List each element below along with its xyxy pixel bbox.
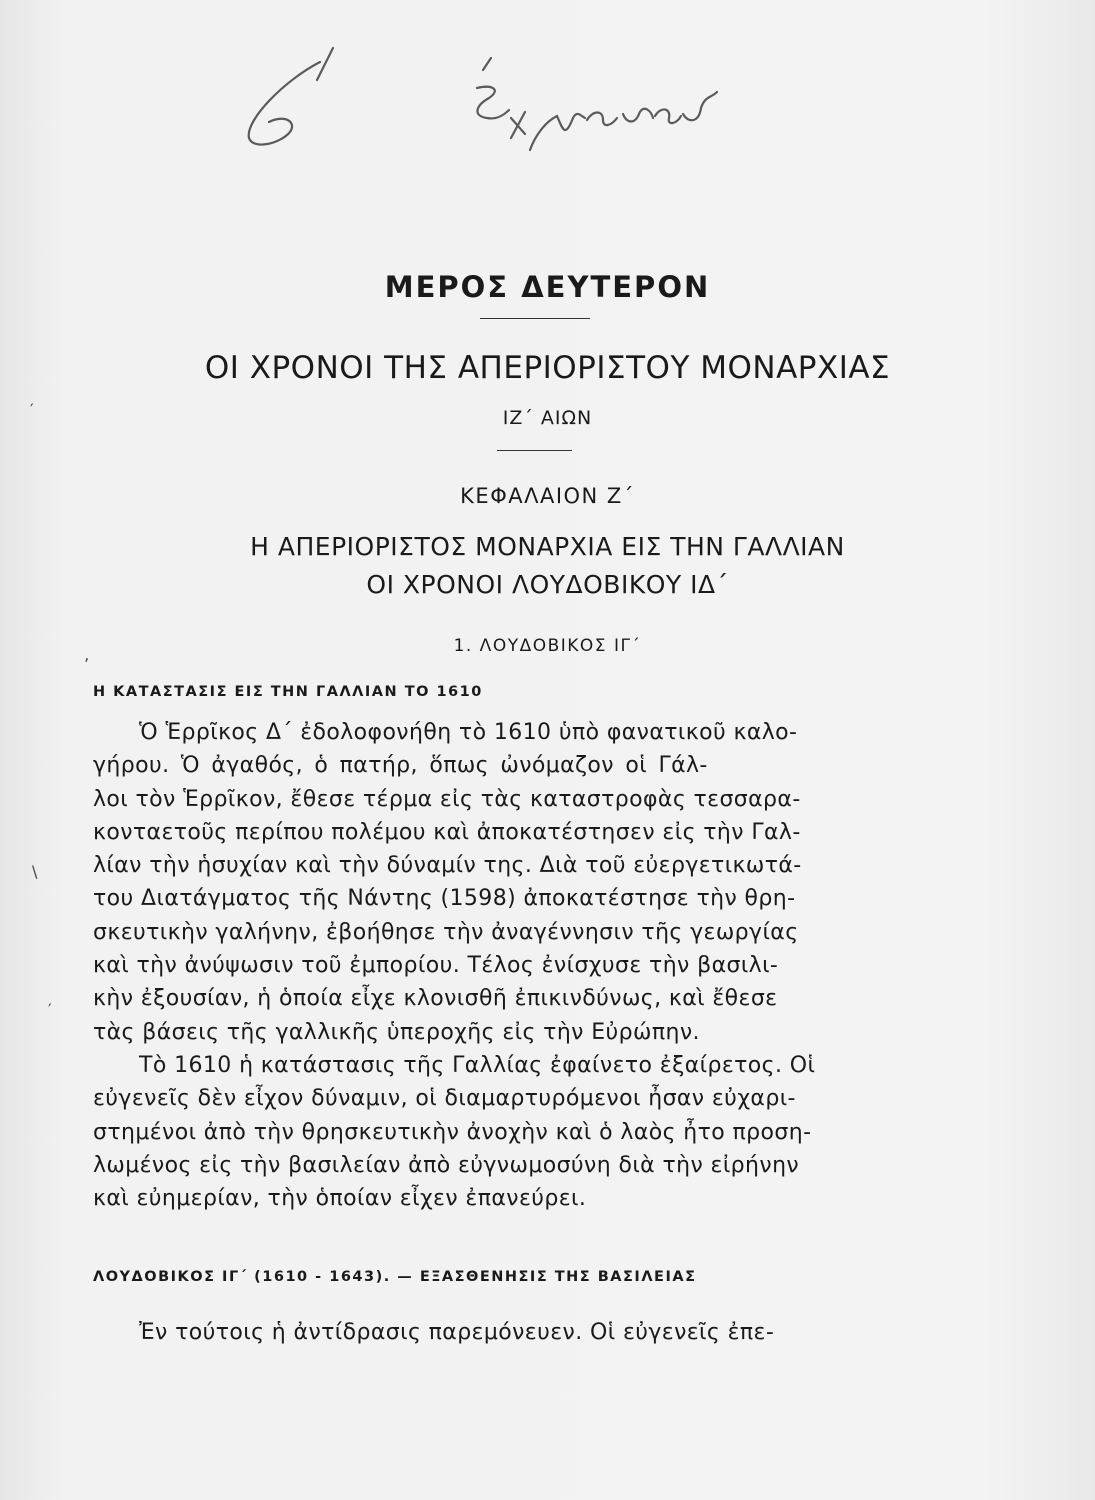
text-line: γήρου. Ὁ ἀγαθός, ὁ πατήρ, ὅπως ὠνόμαζον οἱ Γάλ-: [93, 753, 708, 779]
text-line: του Διατάγματος τῆς Νάντης (1598) ἀποκατέστησε τὴν θρη-: [93, 886, 796, 912]
chapter-title-line: ΟΙ ΧΡΟΝΟΙ ΛΟΥΔΟΒΙΚΟΥ ΙΔ΄: [366, 570, 729, 599]
text-line: καὶ εὐημερίαν, τὴν ὁποίαν εἶχεν ἐπανεύρει.: [93, 1186, 587, 1212]
text-line: τὰς βάσεις τῆς γαλλικῆς ὑπεροχῆς εἰς τὴν Εὐρώπην.: [93, 1019, 700, 1045]
chapter-title: [0, 528, 1095, 604]
handwriting-drawing: [225, 40, 745, 180]
chapter-label: ΚΕΦΑΛΑΙΟΝ Ζ΄: [460, 484, 635, 508]
text-line: λωμένος εἰς τὴν βασιλείαν ἀπὸ εὐγνωμοσύνη διὰ τὴν εἰρήνην: [93, 1152, 800, 1178]
century-label: ΙΖ΄ ΑΙΩΝ: [502, 407, 593, 429]
text-line: Τὸ 1610 ἡ κατάστασις τῆς Γαλλίας ἐφαίνετο ἐξαίρετος. Οἱ: [139, 1052, 816, 1078]
text-line: λίαν τὴν ἡσυχίαν καὶ τὴν δύναμίν της. Διὰ τοῦ εὐεργετικωτά-: [93, 853, 802, 879]
text-line: λοι τὸν Ἑρρῖκον, ἔθεσε τέρμα εἰς τὰς καταστροφὰς τεσσαρα-: [93, 786, 801, 812]
text-line: στημένοι ἀπὸ τὴν θρησκευτικὴν ἀνοχὴν καὶ ὁ λαὸς ἦτο προση-: [93, 1119, 812, 1145]
text-line: καὶ τὴν ἀνύψωσιν τοῦ ἐμπορίου. Τέλος ἐνίσχυσε τὴν βασιλι-: [93, 953, 779, 979]
margin-mark: ʼ: [84, 655, 90, 674]
paragraph: [93, 1316, 973, 1349]
text-line: Ὁ Ἑρρῖκος Δ΄ ἐδολοφονήθη τὸ 1610 ὑπὸ φανατικοῦ καλο-: [139, 720, 798, 745]
divider: [497, 450, 572, 451]
text-line: εὐγενεῖς δὲν εἶχον δύναμιν, οἱ διαμαρτυρόμενοι ἦσαν εὐχαρι-: [93, 1086, 796, 1112]
text-line: Ἐν τούτοις ἡ ἀντίδρασις παρεμόνευεν. Οἱ εὐγενεῖς ἐπε-: [139, 1320, 775, 1345]
era-title: ΟΙ ΧΡΟΝΟΙ ΤΗΣ ΑΠΕΡΙΟΡΙΣΤΟΥ ΜΟΝΑΡΧΙΑΣ: [204, 350, 891, 386]
subheading: Η ΚΑΤΑΣΤΑΣΙΣ ΕΙΣ ΤΗΝ ΓΑΛΛΙΑΝ ΤΟ 1610: [93, 684, 483, 700]
subheading: ΛΟΥΔΟΒΙΚΟΣ ΙΓ΄ (1610 - 1643). — ΕΞΑΣΘΕΝΗΣΙΣ ΤΗΣ ΒΑΣΙΛΕΙΑΣ: [93, 1269, 697, 1285]
margin-mark: ′: [30, 400, 34, 419]
part-title: ΜΕΡΟΣ ΔΕΥΤΕΡΟΝ: [384, 270, 711, 304]
handwritten-annotation: [225, 40, 745, 180]
text-line: σκευτικὴν γαλήνην, ἐβοήθησε τὴν ἀναγέννησιν τῆς γεωργίας: [93, 919, 799, 945]
chapter-title-line: Η ΑΠΕΡΙΟΡΙΣΤΟΣ ΜΟΝΑΡΧΙΑ ΕΙΣ ΤΗΝ ΓΑΛΛΙΑΝ: [250, 532, 845, 561]
section-title: 1. ΛΟΥΔΟΒΙΚΟΣ ΙΓ΄: [453, 636, 642, 656]
paragraph: [93, 716, 973, 1215]
margin-mark: ′: [48, 1000, 52, 1019]
text-line: κὴν ἐξουσίαν, ἡ ὁποία εἶχε κλονισθῆ ἐπικινδύνως, καὶ ἔθεσε: [93, 986, 778, 1012]
margin-mark: \: [32, 862, 38, 881]
divider: [480, 318, 590, 319]
text-line: κονταετοῦς περίπου πολέμου καὶ ἀποκατέστησεν εἰς τὴν Γαλ-: [93, 819, 801, 845]
